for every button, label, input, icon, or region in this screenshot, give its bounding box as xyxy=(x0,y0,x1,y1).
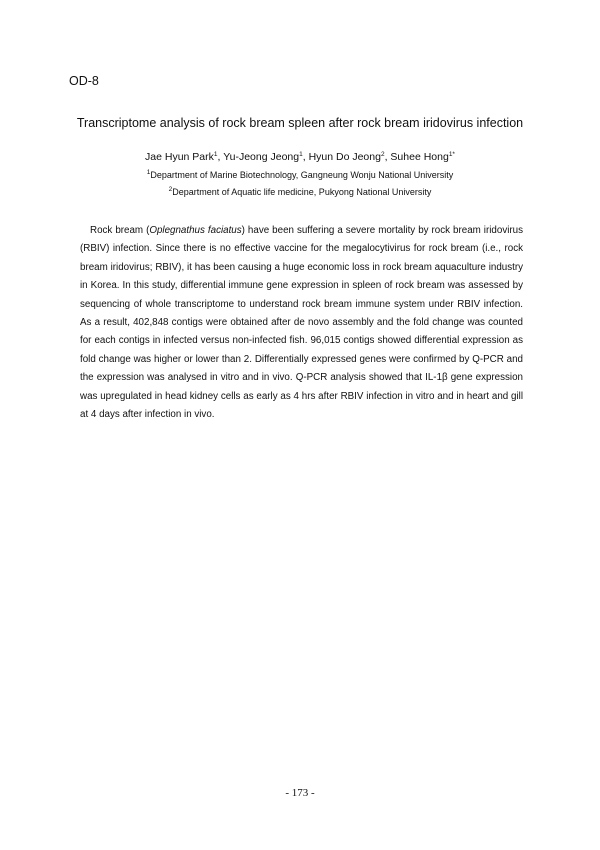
session-code: OD-8 xyxy=(69,74,99,88)
author-affiliation-mark: 1 xyxy=(299,151,303,158)
paper-title: Transcriptome analysis of rock bream spleen after rock bream iridovirus infection xyxy=(76,116,524,130)
author-affiliation-mark: 1* xyxy=(448,151,455,158)
author-separator: , xyxy=(384,151,391,163)
author-affiliation-mark: 2 xyxy=(380,151,385,158)
affiliation-mark: 2 xyxy=(168,186,173,193)
author-affiliation-mark: 1 xyxy=(213,151,218,158)
author-list xyxy=(0,151,600,163)
affiliation-text: Department of Aquatic life medicine, Pukyong National University xyxy=(172,187,432,197)
abstract-text: ) have been suffering a severe mortality by rock bream iridovirus (RBIV) infection. Since there is no effective vaccine for the megalocytivirus for rock bream (i.e., rock bream iridovirus; RBIV), it has been causing a huge economic loss in rock bream aquaculture industry in Korea. In this study, differential immune gene expression in spleen of rock bream was assessed by sequencing of whole transcriptome to understand rock bream immune system under RBIV infection. As a result, 402,848 contigs were obtained after de novo assembly and the fold change was counted for each contigs in infected versus non-infected fish. 96,015 contigs showed differential expression as fold change was higher or lower than 2. Differentially expressed genes were confirmed by Q-PCR and the expression was analysed in vitro and in vivo. Q-PCR analysis showed that IL-1β gene expression was upregulated in head kidney cells as early as 4 hrs after RBIV infection in vitro and in heart and gill at 4 days after infection in vivo. xyxy=(80,225,524,421)
affiliation-2 xyxy=(0,187,600,197)
author-separator: , xyxy=(217,151,224,163)
author-name: Jae Hyun Park xyxy=(145,151,214,163)
page-number: - 173 - xyxy=(285,787,315,799)
abstract-text: Rock bream ( xyxy=(90,225,150,236)
affiliation-text: Department of Marine Biotechnology, Gangneung Wonju National University xyxy=(150,170,454,180)
author-separator: , xyxy=(302,151,309,163)
affiliation-mark: 1 xyxy=(146,169,151,176)
species-name: Oplegnathus faciatus xyxy=(149,225,242,236)
affiliation-1 xyxy=(0,170,600,180)
author-name: Hyun Do Jeong xyxy=(308,151,381,163)
author-name: Suhee Hong xyxy=(390,151,449,163)
author-name: Yu-Jeong Jeong xyxy=(223,151,300,163)
abstract-body xyxy=(80,222,523,424)
